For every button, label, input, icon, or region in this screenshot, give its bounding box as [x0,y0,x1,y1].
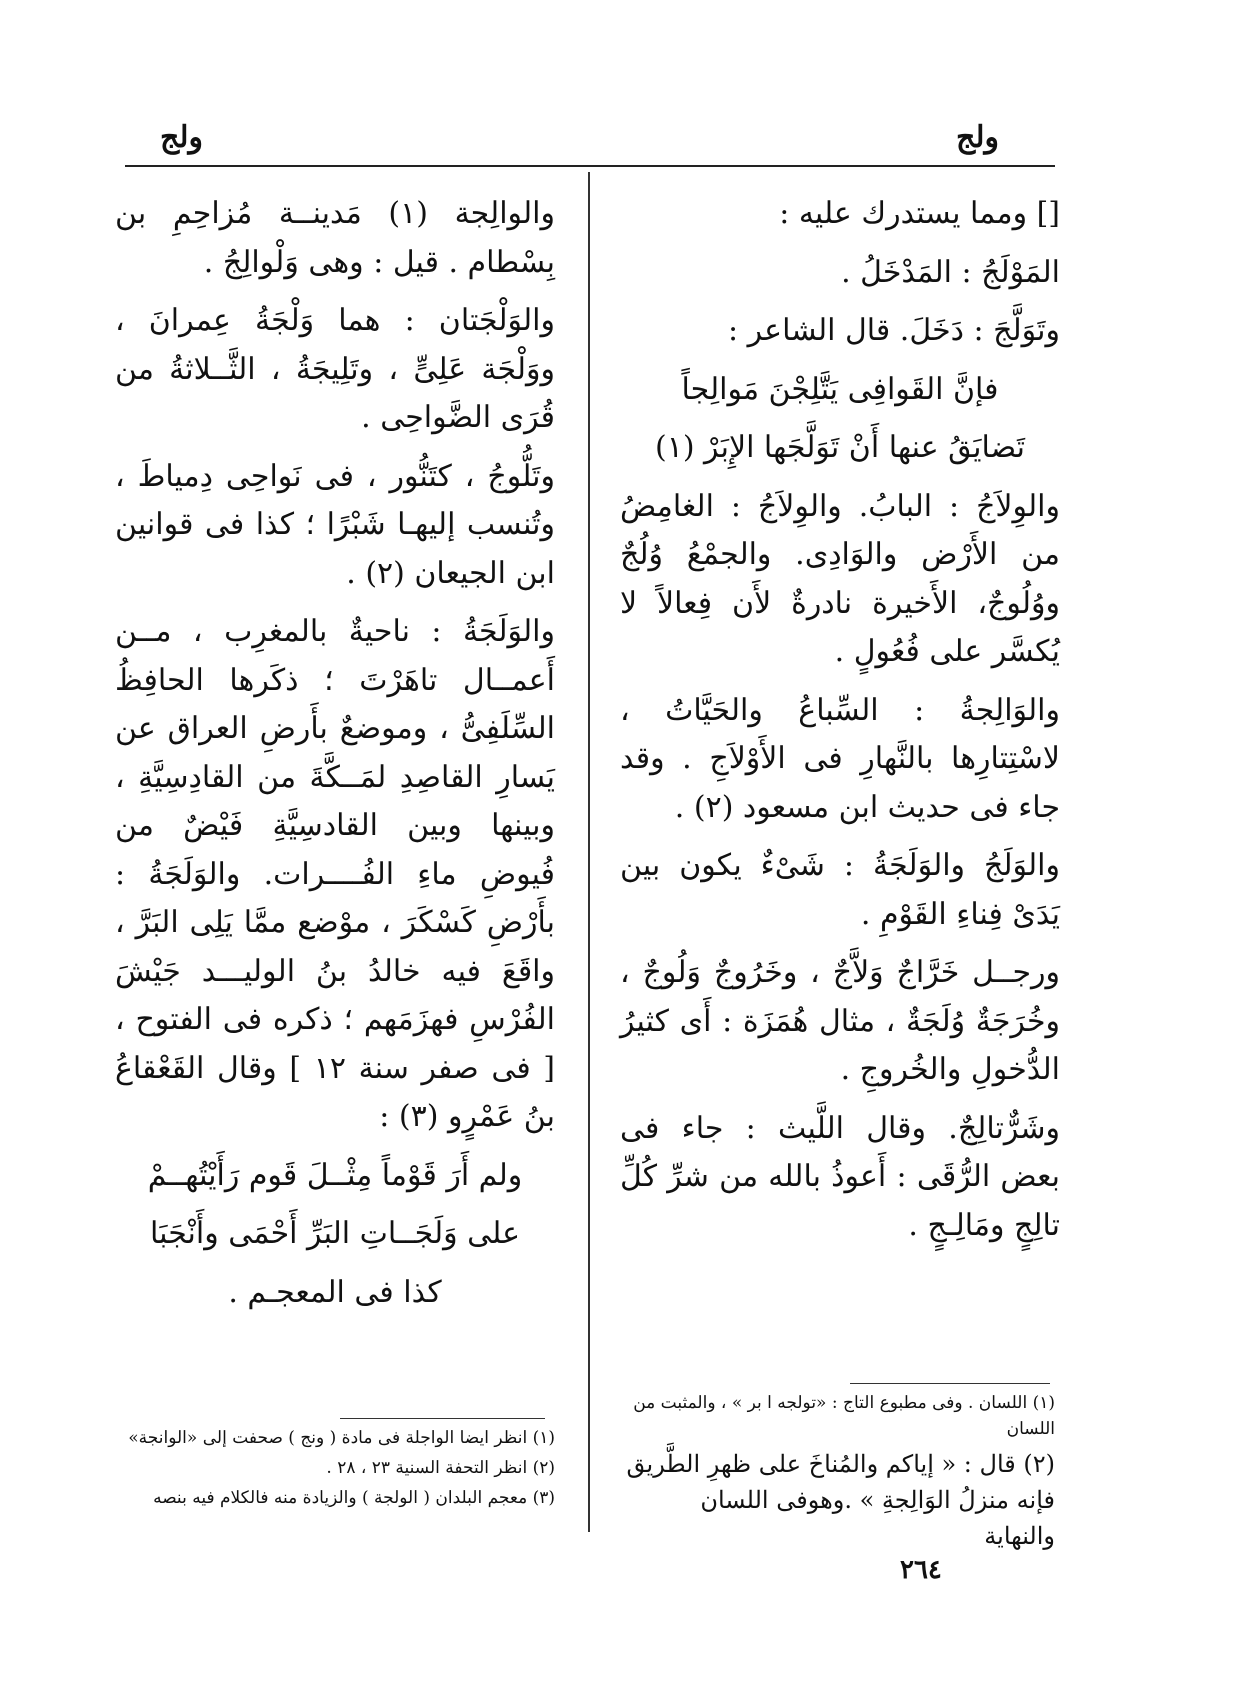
paragraph: والوَالِجةُ : السِّباعُ والحَيَّاتُ ، لاسْتِتارِها بالنَّهارِ فى الأَوْلاَجِ . وقد جاء فى حديث ابن مسعود (٢) . [620,692,1060,825]
paragraph: [] ومما يستدرك عليه : [779,196,1060,231]
page-number: ٢٦٤ [900,1555,942,1585]
footnote: (٣) معجم البلدان ( الولجة ) والزيادة منه فالكلام فيه بنصه [153,1488,555,1508]
paragraph: كذا فى المعجـم . [228,1274,442,1310]
footnote: (١) اللسان . وفى مطبوع التاج : «تولجه ا بر » ، والمثبت من اللسان [633,1393,1055,1439]
right-column [620,190,1060,1260]
left-footnotes [115,1425,555,1515]
paragraph: المَوْلَجُ : المَدْخَلُ . [841,254,1060,290]
paragraph: وتَلُّوجُ ، كتَنُّور ، فى نَواحِى دِمياطَ ، وتُنسب إليهـا شَبْرًا ؛ كذا فى قوانين ابن الجيعان (٢) . [115,458,555,591]
verse-line: تَضايَقُ عنها أَنْ تَوَلَّجَها الإِبَرْ (١) [654,430,1026,465]
column-divider [588,172,590,1532]
footnote: (٢) قال : « إياكم والمُناخَ على ظهرِ الطَّريق فإنه منزلُ الوَالِجةِ » .وهوفى اللسان والنهاية [626,1450,1055,1550]
paragraph: ورجــل خَرَّاجٌ وَلاَّجٌ ، وخَرُوجٌ وَلُوجٌ ، وخُرَجَةٌ وُلَجَةٌ ، مثال هُمَزَة : أَى كثيرُ الدُّخولِ والخُروجِ . [620,955,1060,1087]
header-left-word: ولج [160,120,203,155]
paragraph: والوَلَجُ والوَلَجَةُ : شَىْءٌ يكون بين يَدَىْ فِناءِ القَوْمِ . [620,848,1060,932]
paragraph: والوِلاَجُ : البابُ. والوِلاَجُ : الغامِضُ من الأَرْض والوَادِى. والجمْعُ وُلُجٌ ووُلُوجٌ، الأَخيرة نادرةٌ لأَن فِعالاً لا يُكسَّر على فُعُولٍ . [620,488,1060,669]
paragraph: والوَلَجَةُ : ناحيةٌ بالمغرِب ، مــن أَعمــال تاهَرْتَ ؛ ذكَرها الحافِظُ السِّلَفِىُّ ، وموضعٌ بأَرضِ العراق عن يَسارِ القاصِدِ لمَــكَّةَ من القادِسِيَّةِ ، وبينها وبين القادسِيَّةِ فَيْضٌ من فُيوضِ ماءِ الفُــــرات. والوَلَجَةُ : بأَرْضِ كَسْكَرَ ، موْضع ممَّا يَلِى البَرَّ ، واقَعَ فيه خالدُ بنُ الوليـــد جَيْشَ الفُرْسِ فهزَمَهم ؛ ذكره فى الفتوح ، [ فى صفر سنة ١٢ ] وقال القَعْقاعُ بنُ عَمْرٍو (٣) : [115,614,556,1134]
paragraph: والوالِجة (١) مَدينــة مُزاحِمِ بن بِسْطام . قيل : وهى وَلْوالِجُ . [115,196,555,280]
paragraph: وشَرٌّتالِجٌ. وقال اللَّيث : جاء فى بعض الرُّقَى : أَعوذُ بالله من شرِّ كُلِّ تالِجٍ ومَالِـجٍ . [620,1110,1060,1243]
left-column [115,190,555,1327]
paragraph: والوَلْجَتان : هما وَلْجَةُ عِمرانَ ، ووَلْجَة عَلِىٍّ ، وتَلِيجَةُ ، الثَّــلاثةُ من قُرَى الضَّواحِى . [115,303,555,435]
verse-line: فإنَّ القَوافِى يَتَّلِجْنَ مَوالِجاً [681,371,999,407]
verse-line: ولم أَرَ قَوْماً مِثْــلَ قَوم رَأَيْتُهــمْ [147,1157,523,1193]
right-footnotes [625,1390,1055,1558]
header-right-word: ولج [956,120,999,155]
header-rule [125,165,1055,167]
footnote-rule [850,1383,1050,1384]
verse-line: على وَلَجَــاتِ البَرِّ أَحْمَى وأَنْجَبَا [150,1216,520,1251]
paragraph: وتَوَلَّجَ : دَخَلَ. قال الشاعر : [727,313,1060,348]
footnote: (١) انظر ايضا الواجلة فى مادة ( ونج ) صحفت إلى «الوانجة» [128,1428,555,1448]
footnote: (٢) انظر التحفة السنية ٢٣ ، ٢٨ . [326,1458,555,1478]
footnote-rule [340,1418,545,1419]
